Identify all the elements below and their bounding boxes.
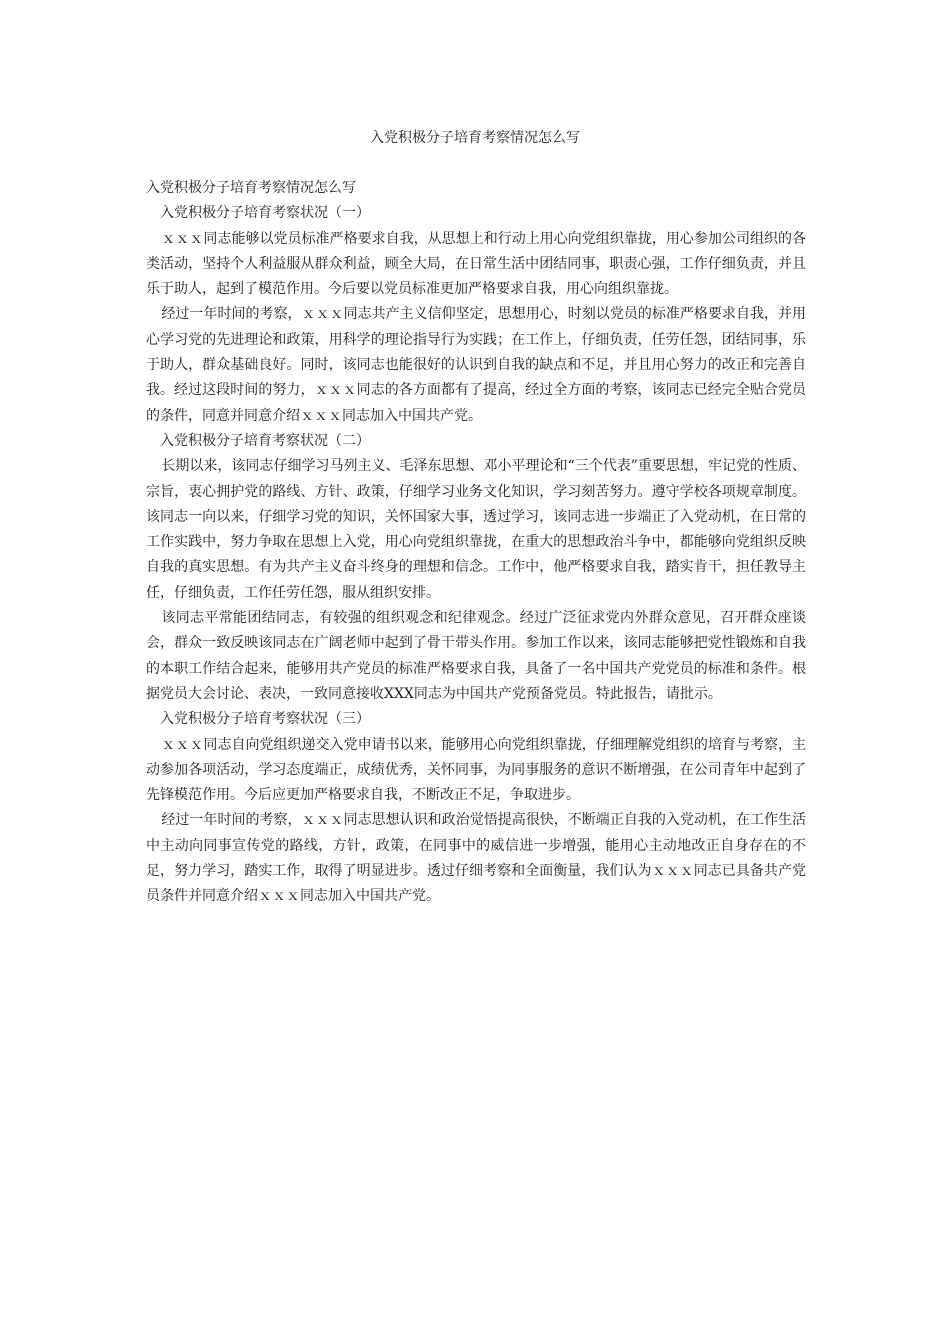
section-heading-2: 入党积极分子培育考察状况（二） bbox=[160, 432, 370, 449]
section-3-paragraph-1: ｘｘｘ同志自向党组织递交入党申请书以来，能够用心向党组织靠拢，仔细理解党组织的培育与考察，主动参加各项活动，学习态度端正，成绩优秀，关怀同事，为同事服务的意识不断增强，在公司青年中起到了先锋模范作用。今后应更加严格要求自我，不断改正不足，争取进步。 bbox=[146, 736, 806, 804]
document-body bbox=[146, 176, 806, 910]
section-2-paragraph-1: 长期以来，该同志仔细学习马列主义、毛泽东思想、邓小平理论和“三个代表”重要思想，牢记党的性质、宗旨，衷心拥护党的路线、方针、政策，仔细学习业务文化知识，学习刻苦努力。遵守学校各项规章制度。该同志一向以来，仔细学习党的知识，关怀国家大事，透过学习，该同志进一步端正了入党动机，在日常的工作实践中，努力争取在思想上入党，用心向党组织靠拢，在重大的思想政治斗争中，都能够向党组织反映自我的真实思想。有为共产主义奋斗终身的理想和信念。工作中，他严格要求自我，踏实肯干，担任教导主任，仔细负责，工作任劳任怨，服从组织安排。 bbox=[146, 458, 806, 601]
section-3-paragraph-2: 经过一年时间的考察，ｘｘｘ同志思想认识和政治觉悟提高很快，不断端正自我的入党动机，在工作生活中主动向同事宣传党的路线，方针，政策，在同事中的威信进一步增强，能用心主动地改正自身存在的不足，努力学习，踏实工作，取得了明显进步。透过仔细考察和全面衡量，我们认为ｘｘｘ同志已具备共产党员条件并同意介绍ｘｘｘ同志加入中国共产党。 bbox=[146, 812, 806, 905]
section-heading-1: 入党积极分子培育考察状况（一） bbox=[160, 205, 370, 222]
document-subtitle: 入党积极分子培育考察情况怎么写 bbox=[146, 180, 356, 196]
section-heading-3: 入党积极分子培育考察状况（三） bbox=[160, 711, 370, 728]
page-title: 入党积极分子培育考察情况怎么写 bbox=[370, 130, 580, 146]
section-1-paragraph-2: 经过一年时间的考察，ｘｘｘ同志共产主义信仰坚定，思想用心，时刻以党员的标准严格要求自我，并用心学习党的先进理论和政策，用科学的理论指导行为实践；在工作上，仔细负责，任劳任怨，团结同事，乐于助人，群众基础良好。同时，该同志也能很好的认识到自我的缺点和不足，并且用心努力的改正和完善自我。经过这段时间的努力，ｘｘｘ同志的各方面都有了提高，经过全方面的考察，该同志已经完全贴合党员的条件，同意并同意介绍ｘｘｘ同志加入中国共产党。 bbox=[146, 306, 806, 424]
section-1-paragraph-1: ｘｘｘ同志能够以党员标准严格要求自我，从思想上和行动上用心向党组织靠拢，用心参加公司组织的各类活动，坚持个人利益服从群众利益，顾全大局，在日常生活中团结同事，职责心强，工作仔细负责，并且乐于助人，起到了模范作用。今后要以党员标准更加严格要求自我，用心向组织靠拢。 bbox=[146, 230, 806, 298]
section-2-paragraph-2: 该同志平常能团结同志，有较强的组织观念和纪律观念。经过广泛征求党内外群众意见，召开群众座谈会，群众一致反映该同志在广阔老师中起到了骨干带头作用。参加工作以来，该同志能够把党性锻炼和自我的本职工作结合起来，能够用共产党员的标准严格要求自我，具备了一名中国共产党党员的标准和条件。根据党员大会讨论、表决，一致同意接收XXX同志为中国共产党预备党员。特此报告，请批示。 bbox=[146, 610, 806, 702]
